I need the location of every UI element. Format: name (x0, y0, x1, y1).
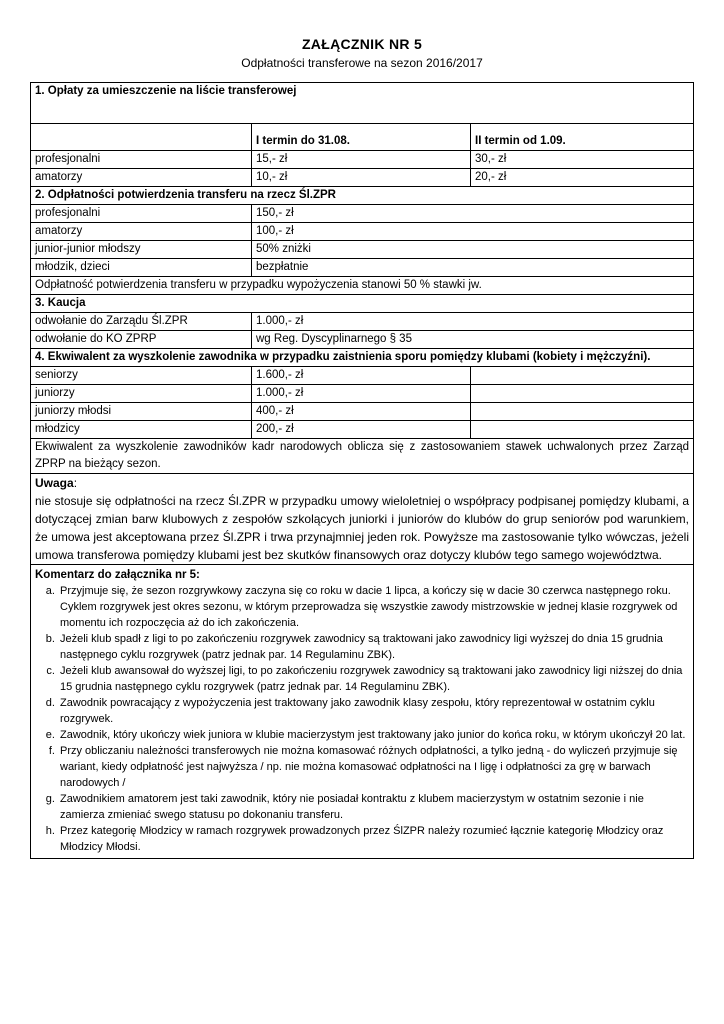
section1-columns-row (31, 124, 694, 151)
row-value: 50% zniżki (252, 241, 694, 259)
section1-col1-header: I termin do 31.08. (252, 124, 471, 151)
section3-title: 3. Kaucja (31, 295, 694, 313)
komentarz-cell (31, 565, 694, 859)
row-value: 15,- zł (252, 151, 471, 169)
komentarz-title: Komentarz do załącznika nr 5: (35, 569, 200, 581)
section4-note: Ekwiwalent za wyszkolenie zawodników kadr narodowych oblicza się z zastosowaniem stawek uchwalonych przez Zarząd ZPRP na bieżący sezon. (31, 439, 694, 474)
row-label: profesjonalni (31, 205, 252, 223)
row-label: młodzik, dzieci (31, 259, 252, 277)
uwaga-colon: : (73, 476, 78, 490)
row-value: bezpłatnie (252, 259, 694, 277)
table-row (31, 205, 694, 223)
table-row (31, 169, 694, 187)
section4-title: 4. Ekwiwalent za wyszkolenie zawodnika w przypadku zaistnienia sporu pomiędzy klubami (kobiety i mężczyźni). (31, 349, 694, 367)
uwaga-label: Uwaga (35, 476, 74, 490)
uwaga-row (31, 474, 694, 565)
table-row (31, 223, 694, 241)
row-label: profesjonalni (31, 151, 252, 169)
section3-header-row (31, 295, 694, 313)
section2-note-row (31, 277, 694, 295)
uwaga-text: nie stosuje się odpłatności na rzecz Śl.ZPR w przypadku umowy wieloletniej o współpracy podpisanej pomiędzy klubami, a dotyczącej zmian barw klubowych z zespołów szkolących juniorki i juniorów do klubów do grup seniorów pod warunkiem, że umowa jest akceptowana przez Śl.ZPR i trwa przynajmniej jeden rok. Powyższe ma zastosowanie tylko wówczas, jeżeli umowa transferowa pomiędzy klubami jest bez skutków finansowych oraz dotyczy klubów tego samego województwa. (35, 494, 689, 562)
list-item: d. Zawodnik powracający z wypożyczenia jest traktowany jako zawodnik klasy zespołu, który reprezentował w ostatnim cyklu rozgrywek. (58, 695, 689, 727)
list-item: e. Zawodnik, który ukończy wiek juniora w klubie macierzystym jest traktowany jako junior do końca roku, w którym ukończył 20 lat. (58, 727, 689, 743)
list-item: h. Przez kategorię Młodzicy w ramach rozgrywek prowadzonych przez ŚlZPR należy rozumieć łącznie kategorię Młodzicy oraz Młodzicy Młodsi. (58, 823, 689, 855)
table-row (31, 421, 694, 439)
fees-table (30, 82, 694, 859)
table-row (31, 367, 694, 385)
row-value: 30,- zł (471, 151, 694, 169)
table-row (31, 385, 694, 403)
row-value: 1.600,- zł (252, 367, 471, 385)
list-item: g. Zawodnikiem amatorem jest taki zawodnik, który nie posiadał kontraktu z klubem macierzystym w ostatnim sezonie i nie zamierza zmieniać swego statusu po dokonaniu transferu. (58, 791, 689, 823)
row-label: junior-junior młodszy (31, 241, 252, 259)
section1-title: 1. Opłaty za umieszczenie na liście transferowej (31, 83, 694, 124)
row-value: 20,- zł (471, 169, 694, 187)
row-value: 1.000,- zł (252, 313, 694, 331)
list-item: f. Przy obliczaniu należności transferowych nie można komasować różnych odpłatności, a tylko jedną - do wyliczeń przyjmuje się wariant, kiedy odpłatność jest najwyższa / np. nie można komasować odpłatności na I ligę i odpłatności za grę w barwach narodowych / (58, 743, 689, 791)
section4-note-row (31, 439, 694, 474)
table-row (31, 313, 694, 331)
empty-cell (471, 385, 694, 403)
section2-header-row (31, 187, 694, 205)
empty-cell (471, 367, 694, 385)
row-value: 150,- zł (252, 205, 694, 223)
list-item: b. Jeżeli klub spadł z ligi to po zakończeniu rozgrywek zawodnicy są traktowani jako zawodnicy ligi wyższej do dnia 15 grudnia następnego cyklu rozgrywek (patrz jednak par. 14 Regulaminu ZBK). (58, 631, 689, 663)
list-item-text: a. Przyjmuje się, że sezon rozgrywkowy zaczyna się co roku w dacie 1 lipca, a kończy się w dacie 30 czerwca następnego roku. (60, 585, 671, 597)
table-row (31, 151, 694, 169)
row-label: juniorzy młodsi (31, 403, 252, 421)
row-label: odwołanie do KO ZPRP (31, 331, 252, 349)
row-value: 1.000,- zł (252, 385, 471, 403)
document-subtitle: Odpłatności transferowe na sezon 2016/2017 (241, 56, 483, 70)
table-row (31, 403, 694, 421)
row-value: 10,- zł (252, 169, 471, 187)
empty-cell (471, 403, 694, 421)
row-label: juniorzy (31, 385, 252, 403)
list-item (58, 583, 689, 631)
table-row (31, 241, 694, 259)
empty-cell (471, 421, 694, 439)
komentarz-row (31, 565, 694, 859)
section1-header-row (31, 83, 694, 124)
list-item: c. Jeżeli klub awansował do wyższej ligi, to po zakończeniu rozgrywek zawodnicy są traktowani jako zawodnicy ligi niższej do dnia 15 grudnia następnego cyklu rozgrywek (patrz jednak par. 14 Regulaminu ZBK). (58, 663, 689, 695)
table-row (31, 331, 694, 349)
row-value: 400,- zł (252, 403, 471, 421)
uwaga-cell (31, 474, 694, 565)
section2-title: 2. Odpłatności potwierdzenia transferu na rzecz Śl.ZPR (31, 187, 694, 205)
row-label: seniorzy (31, 367, 252, 385)
section1-empty-cell (31, 124, 252, 151)
row-label: amatorzy (31, 169, 252, 187)
section4-header-row (31, 349, 694, 367)
row-value: 200,- zł (252, 421, 471, 439)
table-row (31, 259, 694, 277)
section1-col2-header: II termin od 1.09. (471, 124, 694, 151)
section2-note: Odpłatność potwierdzenia transferu w przypadku wypożyczenia stanowi 50 % stawki jw. (31, 277, 694, 295)
row-label: odwołanie do Zarządu Śl.ZPR (31, 313, 252, 331)
row-value: 100,- zł (252, 223, 694, 241)
list-item-extra: Cyklem rozgrywek jest okres sezonu, w którym przeprowadza się wszystkie zawody mistrzowskie w jednej klasie rozgrywek od momentu ich rozpoczęcia aż do ich zakończenia. (60, 601, 678, 629)
uwaga-heading (35, 474, 689, 492)
document-title: ZAŁĄCZNIK NR 5 (301, 36, 423, 52)
row-value: wg Reg. Dyscyplinarnego § 35 (252, 331, 694, 349)
row-label: młodzicy (31, 421, 252, 439)
komentarz-list (35, 583, 689, 855)
row-label: amatorzy (31, 223, 252, 241)
